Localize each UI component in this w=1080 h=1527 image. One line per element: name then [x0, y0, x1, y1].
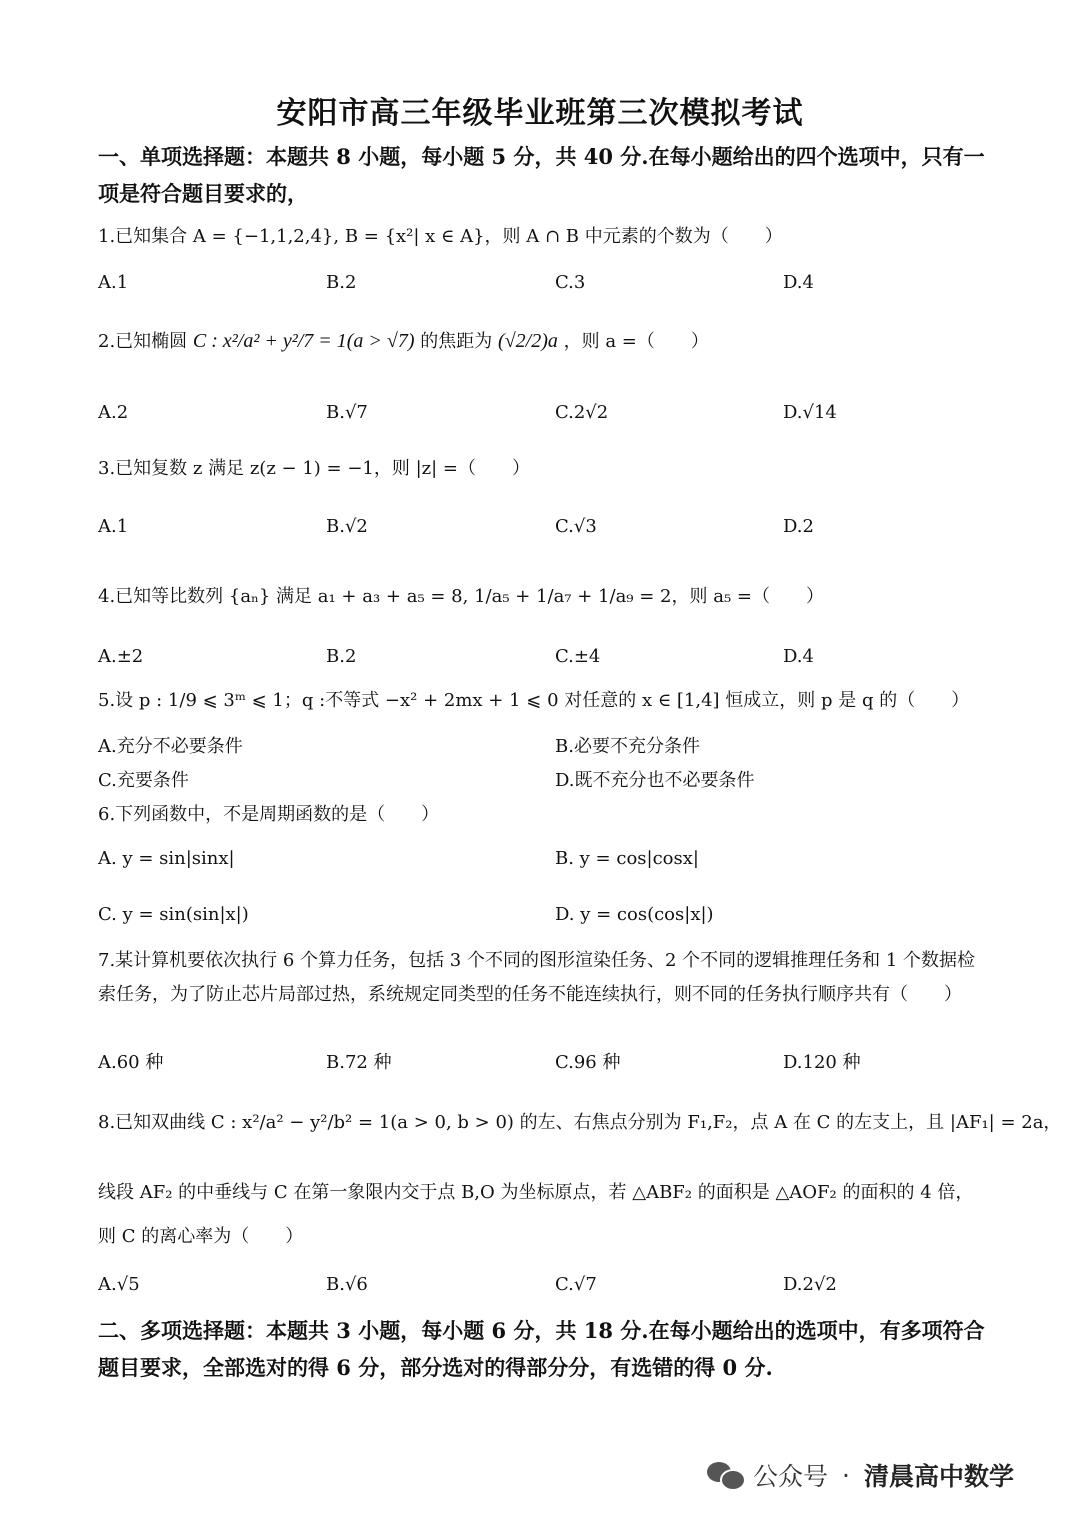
question-8-line-2: 线段 AF₂ 的中垂线与 C 在第一象限内交于点 B,O 为坐标原点，若 △ABF₂ 的面积是 △AOF₂ 的面积的 4 倍，: [98, 1182, 974, 1203]
q7-option-b: B.72 种: [326, 1052, 392, 1073]
watermark-label: 公众号: [753, 1462, 829, 1491]
q7-option-c: C.96 种: [555, 1052, 621, 1073]
q4-option-b: B.2: [326, 646, 357, 667]
q4-option-d: D.4: [783, 646, 814, 667]
question-1: 1.已知集合 A = {−1,1,2,4}, B = {x²| x ∈ A}，则 A ∩ B 中元素的个数为（ ）: [98, 226, 783, 247]
q8-option-c: C.√7: [555, 1274, 597, 1295]
q8-option-a: A.√5: [98, 1274, 140, 1295]
q3-option-c: C.√3: [555, 516, 597, 537]
q1-option-a: A.1: [98, 272, 129, 293]
q1-option-b: B.2: [326, 272, 357, 293]
q5-option-a: A.充分不必要条件: [98, 736, 243, 757]
wechat-icon: [707, 1460, 745, 1490]
q1-option-d: D.4: [783, 272, 814, 293]
q4-option-a: A.±2: [98, 646, 144, 667]
section-single-choice-header: 一、单项选择题：本题共 8 小题，每小题 5 分，共 40 分.在每小题给出的四个选项中，只有一项是符合题目要求的，: [98, 144, 985, 206]
q2-option-b: B.√7: [326, 402, 368, 423]
q8-option-d: D.2√2: [783, 1274, 837, 1295]
q6-option-c: C. y = sin(sin|x|): [98, 904, 249, 925]
q7-option-d: D.120 种: [783, 1052, 861, 1073]
q3-option-b: B.√2: [326, 516, 368, 537]
watermark: [707, 1457, 1014, 1493]
q2-mid: 的焦距为: [420, 331, 493, 352]
q3-option-d: D.2: [783, 516, 814, 537]
q6-option-a: A. y = sin|sinx|: [98, 848, 235, 869]
question-3: 3.已知复数 z 满足 z(z − 1) = −1，则 |z| =（ ）: [98, 458, 531, 479]
q6-option-d: D. y = cos(cos|x|): [555, 904, 714, 925]
q2-ellipse-equation: C : x²/a² + y²/7 = 1(a > √7): [192, 330, 415, 352]
q2-option-c: C.2√2: [555, 402, 609, 423]
q2-focal-length: (√2/2)a: [498, 330, 558, 352]
q3-option-a: A.1: [98, 516, 129, 537]
question-7: 7.某计算机要依次执行 6 个算力任务，包括 3 个不同的图形渲染任务、2 个不同的逻辑推理任务和 1 个数据检索任务，为了防止芯片局部过热，系统规定同类型的任务不能连续执行，则不同的任务执行顺序共有（ ）: [98, 950, 976, 1005]
q1-option-c: C.3: [555, 272, 586, 293]
q2-suffix: ，则 a =（ ）: [563, 331, 709, 352]
question-6: 6.下列函数中，不是周期函数的是（ ）: [98, 804, 440, 825]
question-5: 5.设 p : 1/9 ⩽ 3ᵐ ⩽ 1；q :不等式 −x² + 2mx + 1 ⩽ 0 对任意的 x ∈ [1,4] 恒成立，则 p 是 q 的（ ）: [98, 690, 970, 711]
q5-option-c: C.充要条件: [98, 770, 189, 791]
q2-option-d: D.√14: [783, 402, 837, 423]
question-8-line-1: 8.已知双曲线 C : x²/a² − y²/b² = 1(a > 0, b > 0) 的左、右焦点分别为 F₁,F₂，点 A 在 C 的左支上，且 |AF₁| = 2a，: [98, 1112, 1062, 1133]
q8-option-b: B.√6: [326, 1274, 368, 1295]
question-4: 4.已知等比数列 {aₙ} 满足 a₁ + a₃ + a₅ = 8, 1/a₅ + 1/a₇ + 1/a₉ = 2，则 a₅ =（ ）: [98, 586, 824, 607]
section-multiple-choice-header: 二、多项选择题：本题共 3 小题，每小题 6 分，共 18 分.在每小题给出的选项中，有多项符合题目要求，全部选对的得 6 分，部分选对的得部分分，有选错的得 0 分.: [98, 1318, 985, 1380]
q4-option-c: C.±4: [555, 646, 601, 667]
q5-option-b: B.必要不充分条件: [555, 736, 700, 757]
watermark-account-name: 清晨高中数学: [863, 1462, 1014, 1491]
q2-prefix: 2.已知椭圆: [98, 331, 188, 352]
q7-option-a: A.60 种: [98, 1052, 164, 1073]
page-title: 安阳市高三年级毕业班第三次模拟考试: [276, 96, 804, 131]
question-8-line-3: 则 C 的离心率为（ ）: [98, 1226, 304, 1247]
q6-option-b: B. y = cos|cosx|: [555, 848, 699, 869]
question-2: [98, 328, 709, 355]
q5-option-d: D.既不充分也不必要条件: [555, 770, 755, 791]
q2-option-a: A.2: [98, 402, 129, 423]
watermark-separator: ·: [842, 1460, 850, 1490]
